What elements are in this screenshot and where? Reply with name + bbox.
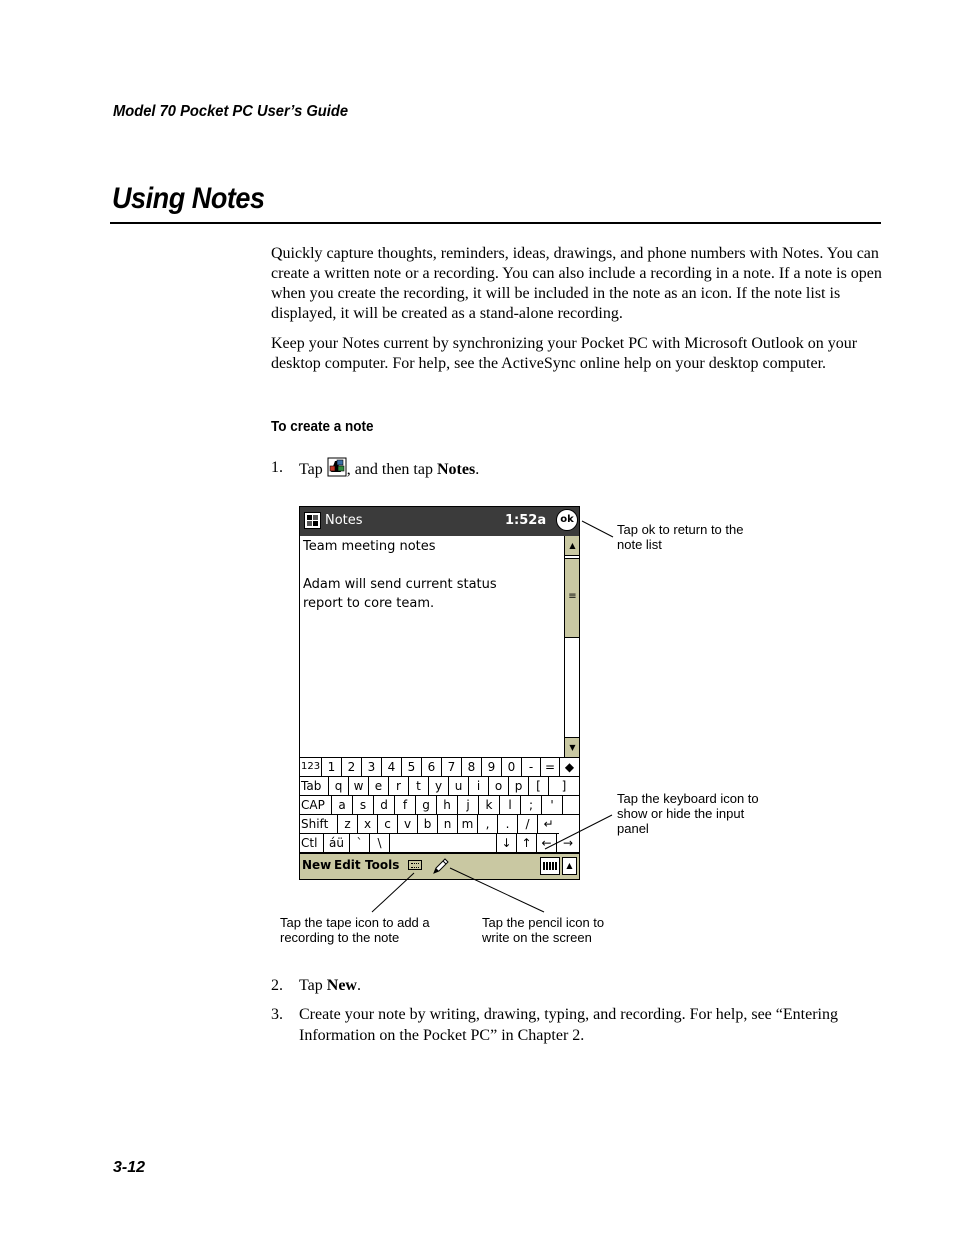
- key[interactable]: z: [338, 815, 358, 834]
- pencil-leader-line: [450, 868, 544, 912]
- procedure-heading: To create a note: [271, 418, 374, 435]
- key[interactable]: y: [429, 777, 449, 796]
- key[interactable]: 8: [462, 758, 482, 777]
- scroll-up-icon[interactable]: ▲: [565, 536, 580, 556]
- key[interactable]: 5: [402, 758, 422, 777]
- key[interactable]: ,: [478, 815, 498, 834]
- key[interactable]: r: [389, 777, 409, 796]
- key[interactable]: 4: [382, 758, 402, 777]
- key-tab[interactable]: Tab: [300, 777, 329, 796]
- key[interactable]: 6: [422, 758, 442, 777]
- menu-new[interactable]: New: [302, 858, 332, 872]
- step-2-end: .: [356, 977, 361, 994]
- key[interactable]: 2: [342, 758, 362, 777]
- callout-line: Tap the keyboard icon to: [617, 791, 759, 806]
- menu-tools[interactable]: Tools: [365, 858, 400, 872]
- scroll-down-icon[interactable]: ▼: [565, 737, 580, 757]
- callout-line: recording to the note: [280, 930, 400, 945]
- callout-line: write on the screen: [482, 930, 592, 945]
- step-3-line-1: Create your note by writing, drawing, typing, and recording. For help, see “Entering: [299, 1006, 838, 1023]
- step-3-text: [299, 1004, 838, 1046]
- key[interactable]: c: [378, 815, 398, 834]
- intro-paragraph: Quickly capture thoughts, reminders, ideas, drawings, and phone numbers with Notes. You can create a written note or a recording. You can also include a recording in a note. If a note is open when you create the recording, it will be included in the note as an icon. If the note list is displayed, it will be created as a stand-alone recording.: [271, 245, 882, 322]
- key-shift[interactable]: Shift: [300, 815, 338, 834]
- step-1-after: , and then tap: [346, 461, 437, 478]
- arrow-left-key[interactable]: ←: [537, 834, 557, 853]
- keyboard-callout: [617, 791, 759, 836]
- key[interactable]: m: [458, 815, 478, 834]
- key[interactable]: 1: [322, 758, 342, 777]
- key[interactable]: o: [489, 777, 509, 796]
- key[interactable]: 0: [502, 758, 522, 777]
- key[interactable]: g: [416, 796, 437, 815]
- key[interactable]: ;: [521, 796, 542, 815]
- tape-callout: [280, 915, 430, 945]
- section-title: Using Notes: [112, 182, 265, 215]
- callout-line: show or hide the input: [617, 806, 745, 821]
- key-accents[interactable]: áü: [324, 834, 350, 853]
- key[interactable]: w: [349, 777, 369, 796]
- key[interactable]: n: [438, 815, 458, 834]
- key[interactable]: u: [449, 777, 469, 796]
- arrow-up-key[interactable]: ↑: [517, 834, 537, 853]
- key[interactable]: f: [395, 796, 416, 815]
- arrow-down-key[interactable]: ↓: [497, 834, 517, 853]
- scroll-thumb[interactable]: ≡: [565, 558, 580, 638]
- key[interactable]: j: [458, 796, 479, 815]
- key[interactable]: .: [498, 815, 518, 834]
- key[interactable]: v: [398, 815, 418, 834]
- ok-callout: [617, 522, 743, 552]
- key[interactable]: e: [369, 777, 389, 796]
- backspace-key[interactable]: ◆: [560, 758, 579, 777]
- key[interactable]: h: [437, 796, 458, 815]
- key[interactable]: ': [542, 796, 563, 815]
- key[interactable]: /: [518, 815, 538, 834]
- key[interactable]: -: [522, 758, 541, 777]
- ppc-clock: 1:52a: [505, 513, 547, 528]
- ppc-app-title: Notes: [325, 513, 363, 528]
- enter-key[interactable]: ↵: [538, 815, 559, 834]
- note-line: report to core team.: [303, 596, 435, 611]
- input-selector-arrow-icon[interactable]: ▲: [562, 857, 577, 875]
- step-3-line-2: Information on the Pocket PC” in Chapter 2.: [299, 1027, 585, 1044]
- key[interactable]: s: [353, 796, 374, 815]
- ok-button[interactable]: ok: [556, 509, 578, 531]
- key[interactable]: i: [469, 777, 489, 796]
- key[interactable]: `: [350, 834, 370, 853]
- arrow-right-key[interactable]: →: [557, 834, 579, 853]
- ok-leader-line: [582, 521, 613, 537]
- key[interactable]: ]: [549, 777, 579, 796]
- step-2-bold: New: [326, 977, 357, 994]
- note-line: Team meeting notes: [303, 539, 436, 554]
- key-caps[interactable]: CAP: [300, 796, 332, 815]
- key[interactable]: p: [509, 777, 529, 796]
- step-2-number: 2.: [271, 977, 283, 994]
- key[interactable]: =: [541, 758, 560, 777]
- step-2-text: [299, 975, 361, 996]
- key-123[interactable]: 123: [300, 758, 322, 777]
- callout-line: Tap ok to return to the: [617, 522, 744, 537]
- key[interactable]: a: [332, 796, 353, 815]
- step-3-number: 3.: [271, 1006, 283, 1023]
- key[interactable]: l: [500, 796, 521, 815]
- step-1-bold: Notes: [436, 461, 476, 478]
- key[interactable]: d: [374, 796, 395, 815]
- tape-leader-line: [372, 873, 414, 912]
- note-line: Adam will send current status: [303, 577, 497, 592]
- key[interactable]: 7: [442, 758, 462, 777]
- key[interactable]: 9: [482, 758, 502, 777]
- sync-paragraph: Keep your Notes current by synchronizing your Pocket PC with Microsoft Outlook on your desktop computer. For help, see the ActiveSync online help on your desktop computer.: [271, 335, 858, 372]
- key[interactable]: q: [329, 777, 349, 796]
- pencil-callout: [482, 915, 604, 945]
- callout-line: note list: [617, 537, 662, 552]
- callout-line: panel: [617, 821, 649, 836]
- key[interactable]: t: [409, 777, 429, 796]
- key-ctl[interactable]: Ctl: [300, 834, 324, 853]
- key[interactable]: 3: [362, 758, 382, 777]
- callout-line: Tap the tape icon to add a: [280, 915, 430, 930]
- menu-edit[interactable]: Edit: [334, 858, 361, 872]
- keyboard-leader-line: [545, 815, 612, 849]
- callout-line: Tap the pencil icon to: [482, 915, 605, 930]
- step-1-before: Tap: [299, 461, 327, 478]
- key[interactable]: x: [358, 815, 378, 834]
- key[interactable]: k: [479, 796, 500, 815]
- key[interactable]: [: [529, 777, 549, 796]
- key[interactable]: \: [370, 834, 390, 853]
- step-2-before: Tap: [299, 977, 327, 994]
- step-1-number: 1.: [271, 459, 283, 476]
- guide-header: Model 70 Pocket PC User’s Guide: [113, 103, 349, 120]
- key[interactable]: b: [418, 815, 438, 834]
- step-1-end: .: [475, 461, 480, 478]
- page-number: 3-12: [113, 1159, 146, 1176]
